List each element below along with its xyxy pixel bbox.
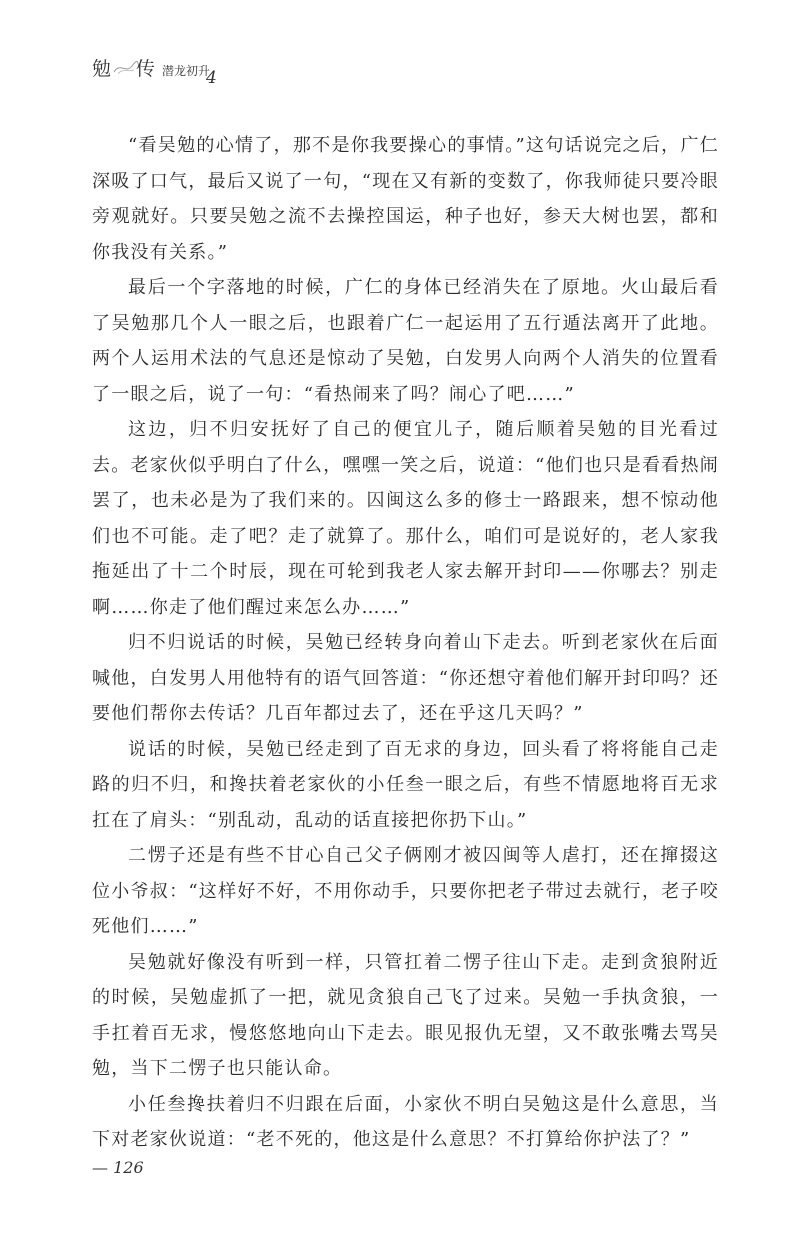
header-subtitle: 潜龙初升 — [162, 64, 211, 78]
paragraph: “看吴勉的心情了，那不是你我要操心的事情。”这句话说完之后，广仁深吸了口气，最后又说了一句，“现在又有新的变数了，你我师徒只要冷眼旁观就好。只要吴勉之流不去操控国运，种子也好，参天大树也罢，都和你我没有关系。” — [92, 135, 719, 263]
header-title-char-1: 勉 — [92, 58, 112, 80]
paragraph: 最后一个字落地的时候，广仁的身体已经消失在了原地。火山最后看了吴勉那几个人一眼之后，也跟着广仁一起运用了五行遁法离开了此地。两个人运用术法的气息还是惊动了吴勉，白发男人向两个人消失的位置看了一眼之后，说了一句：“看热闹来了吗？闹心了吧……” — [92, 277, 719, 405]
paragraph: 说话的时候，吴勉已经走到了百无求的身边，回头看了将将能自己走路的归不归，和搀扶着老家伙的小任叁一眼之后，有些不情愿地将百无求扛在了肩头：“别乱动，乱动的话直接把你扔下山。” — [92, 738, 719, 831]
running-header — [92, 54, 292, 94]
header-volume-number: 4 — [206, 68, 217, 88]
paragraph: 小任叁搀扶着归不归跟在后面，小家伙不明白吴勉这是什么意思，当下对老家伙说道：“老不死的，他这是什么意思？不打算给你护法了？” — [92, 1093, 719, 1150]
paragraph: 二愣子还是有些不甘心自己父子俩刚才被囚闽等人虐打，还在撺掇这位小爷叔：“这样好不好，不用你动手，只要你把老子带过去就行，老子咬死他们……” — [92, 845, 719, 937]
paragraph: 吴勉就好像没有听到一样，只管扛着二愣子往山下走。走到贪狼附近的时候，吴勉虚抓了一把，就见贪狼自己飞了过来。吴勉一手执贪狼，一手扛着百无求，慢悠悠地向山下走去。眼见报仇无望，又不敢张嘴去骂吴勉，当下二愣子也只能认命。 — [92, 951, 719, 1079]
page-body — [92, 128, 719, 1158]
paragraph: 这边，归不归安抚好了自己的便宜儿子，随后顺着吴勉的目光看过去。老家伙似乎明白了什么，嘿嘿一笑之后，说道：“他们也只是看看热闹罢了，也未必是为了我们来的。囚闽这么多的修士一路跟来，想不惊动他们也不可能。走了吧？走了就算了。那什么，咱们可是说好的，老人家我拖延出了十二个时辰，现在可轮到我老人家去解开封印——你哪去？别走啊……你走了他们醒过来怎么办……” — [92, 419, 719, 618]
header-title-char-2: 传 — [136, 58, 156, 80]
paragraph: 归不归说话的时候，吴勉已经转身向着山下走去。听到老家伙在后面喊他，白发男人用他特有的语气回答道：“你还想守着他们解开封印吗？还要他们帮你去传话？几百年都过去了，还在乎这几天吗？” — [92, 632, 719, 724]
page-number: — 126 — [92, 1158, 144, 1177]
